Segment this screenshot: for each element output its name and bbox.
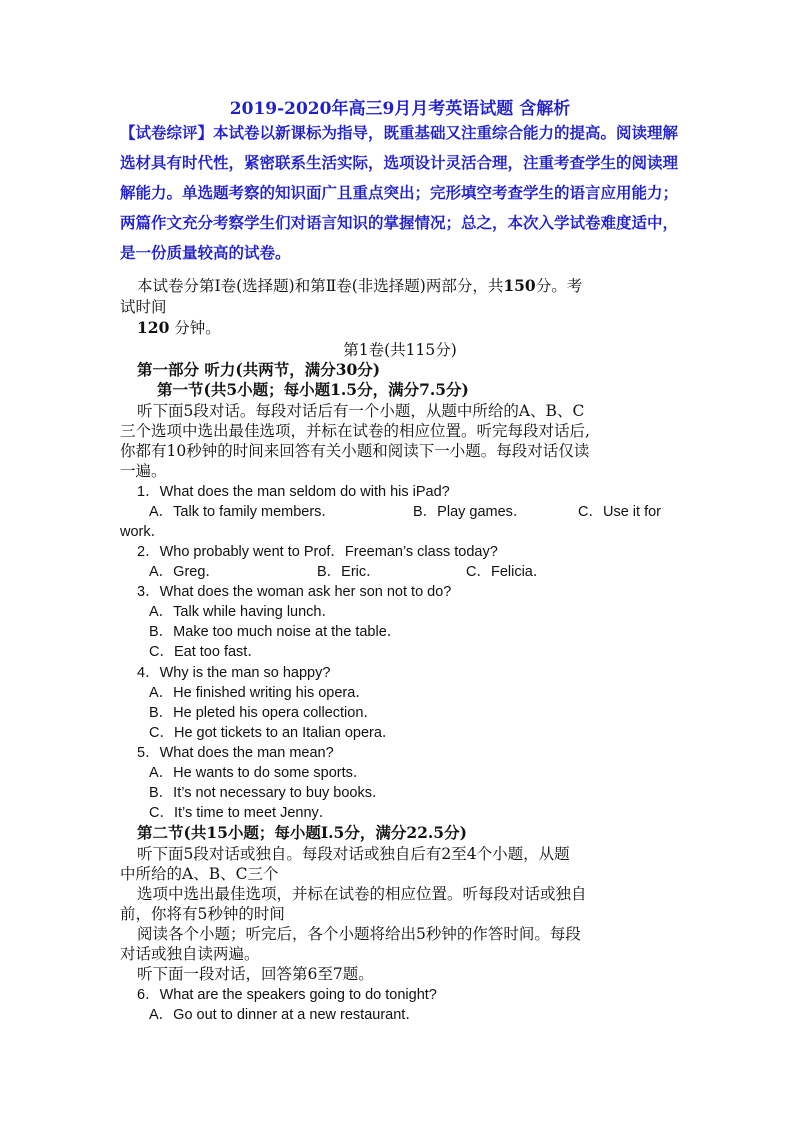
- question-6: 6．What are the speakers going to do tonight?: [137, 987, 437, 1003]
- section-1-instruction: 一遍。: [120, 462, 167, 480]
- part-heading: 第一部分 听力(共两节，满分30分): [137, 360, 381, 379]
- exam-time-number: 120: [137, 318, 170, 337]
- section-2-instruction: 阅读各个小题；听完后，各个小题将给出5秒钟的作答时间。每段: [137, 925, 581, 943]
- exam-time-unit: 分钟。: [174, 319, 221, 337]
- section-1-instruction: 三个选项中选出最佳选项，并标在试卷的相应位置。听完每段对话后,: [120, 422, 590, 440]
- section-1-heading: 第一节(共5小题；每小题1.5分，满分7.5分): [157, 380, 469, 399]
- question-1-option-b: B．Play games．: [413, 504, 528, 520]
- section-2-listen-instruction: 听下面一段对话，回答第6至7题。: [137, 965, 374, 983]
- question-1-option-a: A．Talk to family members．: [149, 504, 336, 520]
- intro-line-2: 试时间: [120, 298, 167, 316]
- question-2: 2．Who probably went to Prof．Freeman’s class today?: [137, 544, 498, 560]
- question-5-option-c: C．It’s time to meet Jenny．: [149, 805, 334, 821]
- question-4-option-c: C．He got tickets to an Italian opera．: [149, 725, 397, 741]
- question-5-option-b: B．It’s not necessary to buy books．: [149, 785, 387, 801]
- question-4-option-b: B．He pleted his opera collection．: [149, 705, 378, 721]
- question-2-option-b: B．Eric．: [317, 564, 381, 580]
- intro-line: [137, 274, 582, 296]
- intro-score: 150: [503, 276, 536, 295]
- section-2-instruction: 对话或独自读两遍。: [120, 945, 260, 963]
- question-3-option-a: A．Talk while having lunch．: [149, 604, 336, 620]
- question-3: 3．What does the woman ask her son not to do?: [137, 584, 452, 600]
- question-4-option-a: A．He finished writing his opera．: [149, 685, 370, 701]
- question-5: 5．What does the man mean?: [137, 745, 334, 761]
- exam-time-line: [137, 316, 221, 338]
- question-3-option-b: B．Make too much noise at the table．: [149, 624, 402, 640]
- section-2-instruction: 听下面5段对话或独自。每段对话或独自后有2至4个小题，从题: [137, 845, 570, 863]
- section-2-heading: 第二节(共15小题；每小题I.5分，满分22.5分): [137, 823, 467, 842]
- question-1-option-c-cont: work．: [120, 524, 166, 540]
- document-title: 2019-2020年高三9月月考英语试题 含解析: [229, 99, 571, 119]
- question-2-option-a: A．Greg．: [149, 564, 220, 580]
- question-3-option-c: C．Eat too fast．: [149, 644, 262, 660]
- intro-text-end: 分。考: [535, 277, 583, 295]
- question-1-option-c: C．Use it for: [578, 504, 661, 520]
- question-2-option-c: C．Felicia．: [466, 564, 548, 580]
- section-2-instruction: 选项中选出最佳选项，并标在试卷的相应位置。听每段对话或独自: [137, 885, 587, 903]
- intro-text: 本试卷分第Ⅰ卷(选择题)和第Ⅱ卷(非选择题)两部分，共: [137, 277, 504, 295]
- section-1-instruction: 你都有10秒钟的时间来回答有关小题和阅读下一小题。每段对话仅读: [120, 442, 590, 460]
- question-6-option-a: A．Go out to dinner at a new restaurant．: [149, 1007, 420, 1023]
- review-paragraph: 【试卷综评】本试卷以新课标为指导，既重基础又注重综合能力的提高。阅读理解选材具有时代性，紧密联系生活实际，选项设计灵活合理，注重考查学生的阅读理解能力。单选题考察的知识面广且重点突出；完形填空考查学生的语言应用能力；两篇作文充分考察学生们对语言知识的掌握情况；总之，本次入学试卷难度适中，是一份质量较高的试卷。: [120, 125, 679, 262]
- question-4: 4．Why is the man so happy?: [137, 665, 331, 681]
- section-2-instruction: 中所给的A、B、C三个: [120, 865, 279, 883]
- question-5-option-a: A．He wants to do some sports．: [149, 765, 368, 781]
- section-2-instruction: 前，你将有5秒钟的时间: [120, 905, 285, 923]
- volume-heading: 第1卷(共115分): [343, 341, 457, 359]
- question-1: 1．What does the man seldom do with his iPad?: [137, 484, 450, 500]
- section-1-instruction: 听下面5段对话。每段对话后有一个小题，从题中所给的A、B、C: [137, 402, 585, 420]
